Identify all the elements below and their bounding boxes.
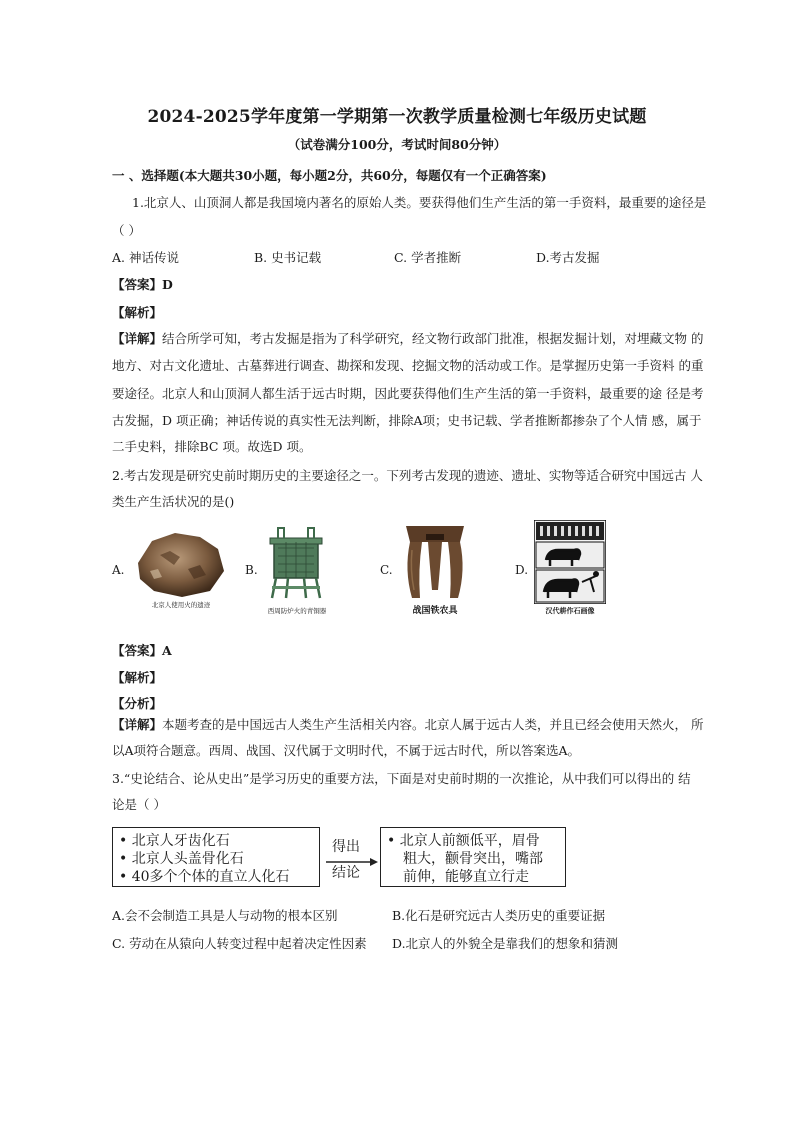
stone-relief-image — [534, 520, 606, 604]
q2-option-b-caption: 西周防炉火的青铜器 — [267, 607, 327, 615]
conclusion-item: 前伸，能够直立行走 — [403, 869, 529, 885]
q1-stem: 1.北京人、山顶洞人都是我国境内著名的原始人类。要获得他们生产生活的第一手资料，最重要的途径是 — [132, 195, 707, 210]
q2-option-a-caption: 北京人使用火的遗迹 — [151, 601, 211, 609]
q1-option-d: D.考古发掘 — [536, 250, 600, 265]
exam-title: 2024-2025学年度第一学期第一次教学质量检测七年级历史试题 — [147, 107, 647, 127]
q1-answer: 【答案】D — [112, 277, 173, 292]
q2-detail-line — [112, 715, 704, 733]
fire-ash-image — [130, 525, 230, 605]
exam-subtitle: （试卷满分100分，考试时间80分钟） — [287, 137, 507, 152]
arrow-label-top: 得出 — [332, 839, 360, 855]
q1-option-b: B. 史书记载 — [254, 250, 322, 265]
q3-option-c: C. 劳动在从猿向人转变过程中起着决定性因素 — [112, 936, 367, 951]
conclusion-item: • 北京人前额低平，眉骨 — [387, 833, 540, 849]
q1-option-c: C. 学者推断 — [394, 250, 462, 265]
conclusion-box — [380, 827, 566, 887]
q1-detail-line: 地方、对古文化遗址、古墓葬进行调查、勘探和发现、挖掘文物的活动或工作。是掌握历史第一手资料 的重 — [112, 358, 704, 373]
q2-detail-text: 本题考查的是中国远古人类生产生活相关内容。北京人属于远古人类，并且已经会使用天然火， 所 — [162, 717, 704, 732]
q2-stem-cont: 类生产生活状况的是() — [112, 494, 235, 509]
evidence-box — [112, 827, 320, 887]
q3-stem: 3.“史论结合、论从史出”是学习历史的重要方法，下面是对史前时期的一次推论，从中我们可以得出的 结 — [112, 771, 691, 786]
q1-stem-blank: （ ） — [112, 223, 141, 238]
evidence-item: • 北京人头盖骨化石 — [119, 851, 244, 867]
iron-tool-image — [398, 520, 472, 602]
q2-stem: 2.考古发现是研究史前时期历史的主要途径之一。下列考古发现的遗迹、遗址、实物等适合研究中国远古 人 — [112, 468, 703, 483]
q2-option-b-label: B. — [245, 563, 258, 577]
q2-analysis: 【解析】 — [112, 670, 163, 685]
q3-stem-cont: 论是（ ） — [112, 797, 166, 812]
conclusion-item: 粗大，颧骨突出，嘴部 — [403, 851, 543, 867]
q1-detail-line: 要途径。北京人和山顶洞人都生活于远古时期，因此要获得他们生产生活的第一手资料，最重要的途 径是考 — [112, 386, 704, 401]
q1-detail-line — [112, 329, 704, 347]
evidence-item: • 40多个个体的直立人化石 — [119, 869, 290, 885]
q1-option-a: A. 神话传说 — [112, 250, 179, 265]
evidence-item: • 北京人牙齿化石 — [119, 833, 230, 849]
q1-detail-tag: 【详解】 — [112, 331, 163, 346]
arrow-label-bottom: 结论 — [332, 865, 360, 881]
q1-detail-line: 二手史料，排除BC 项。故选D 项。 — [112, 439, 312, 454]
q2-detail-tag: 【详解】 — [112, 717, 163, 732]
q1-analysis: 【解析】 — [112, 305, 163, 320]
q2-fenxi: 【分析】 — [112, 696, 163, 711]
q2-option-d-label: D. — [515, 563, 529, 577]
section-heading: 一 、选择题(本大题共30小题，每小题2分，共60分，每题仅有一个正确答案) — [112, 168, 547, 183]
q1-detail-line: 古发掘，D 项正确；神话传说的真实性无法判断，排除A项；史书记载、学者推断都掺杂了个人情 感，属于 — [112, 413, 702, 428]
q2-option-a-label: A. — [112, 563, 125, 577]
q2-option-d-caption: 汉代耕作石画像 — [545, 606, 595, 615]
q3-option-d: D.北京人的外貌全是靠我们的想象和猜测 — [392, 936, 619, 951]
q2-detail-line: 以A项符合题意。西周、战国、汉代属于文明时代，不属于远古时代，所以答案选A。 — [112, 743, 581, 758]
q2-option-c-caption: 战国铁农具 — [412, 606, 458, 616]
q2-option-c-label: C. — [380, 563, 393, 577]
q2-answer: 【答案】A — [112, 643, 172, 658]
q1-detail-text: 结合所学可知，考古发掘是指为了科学研究，经文物行政部门批准，根据发掘计划，对埋藏文物 的 — [162, 331, 704, 346]
arrow-right-icon — [326, 852, 378, 862]
bronze-vessel-image — [264, 520, 328, 604]
q3-option-a: A.会不会制造工具是人与动物的根本区别 — [112, 908, 338, 923]
q3-option-b: B.化石是研究远古人类历史的重要证据 — [392, 908, 606, 923]
